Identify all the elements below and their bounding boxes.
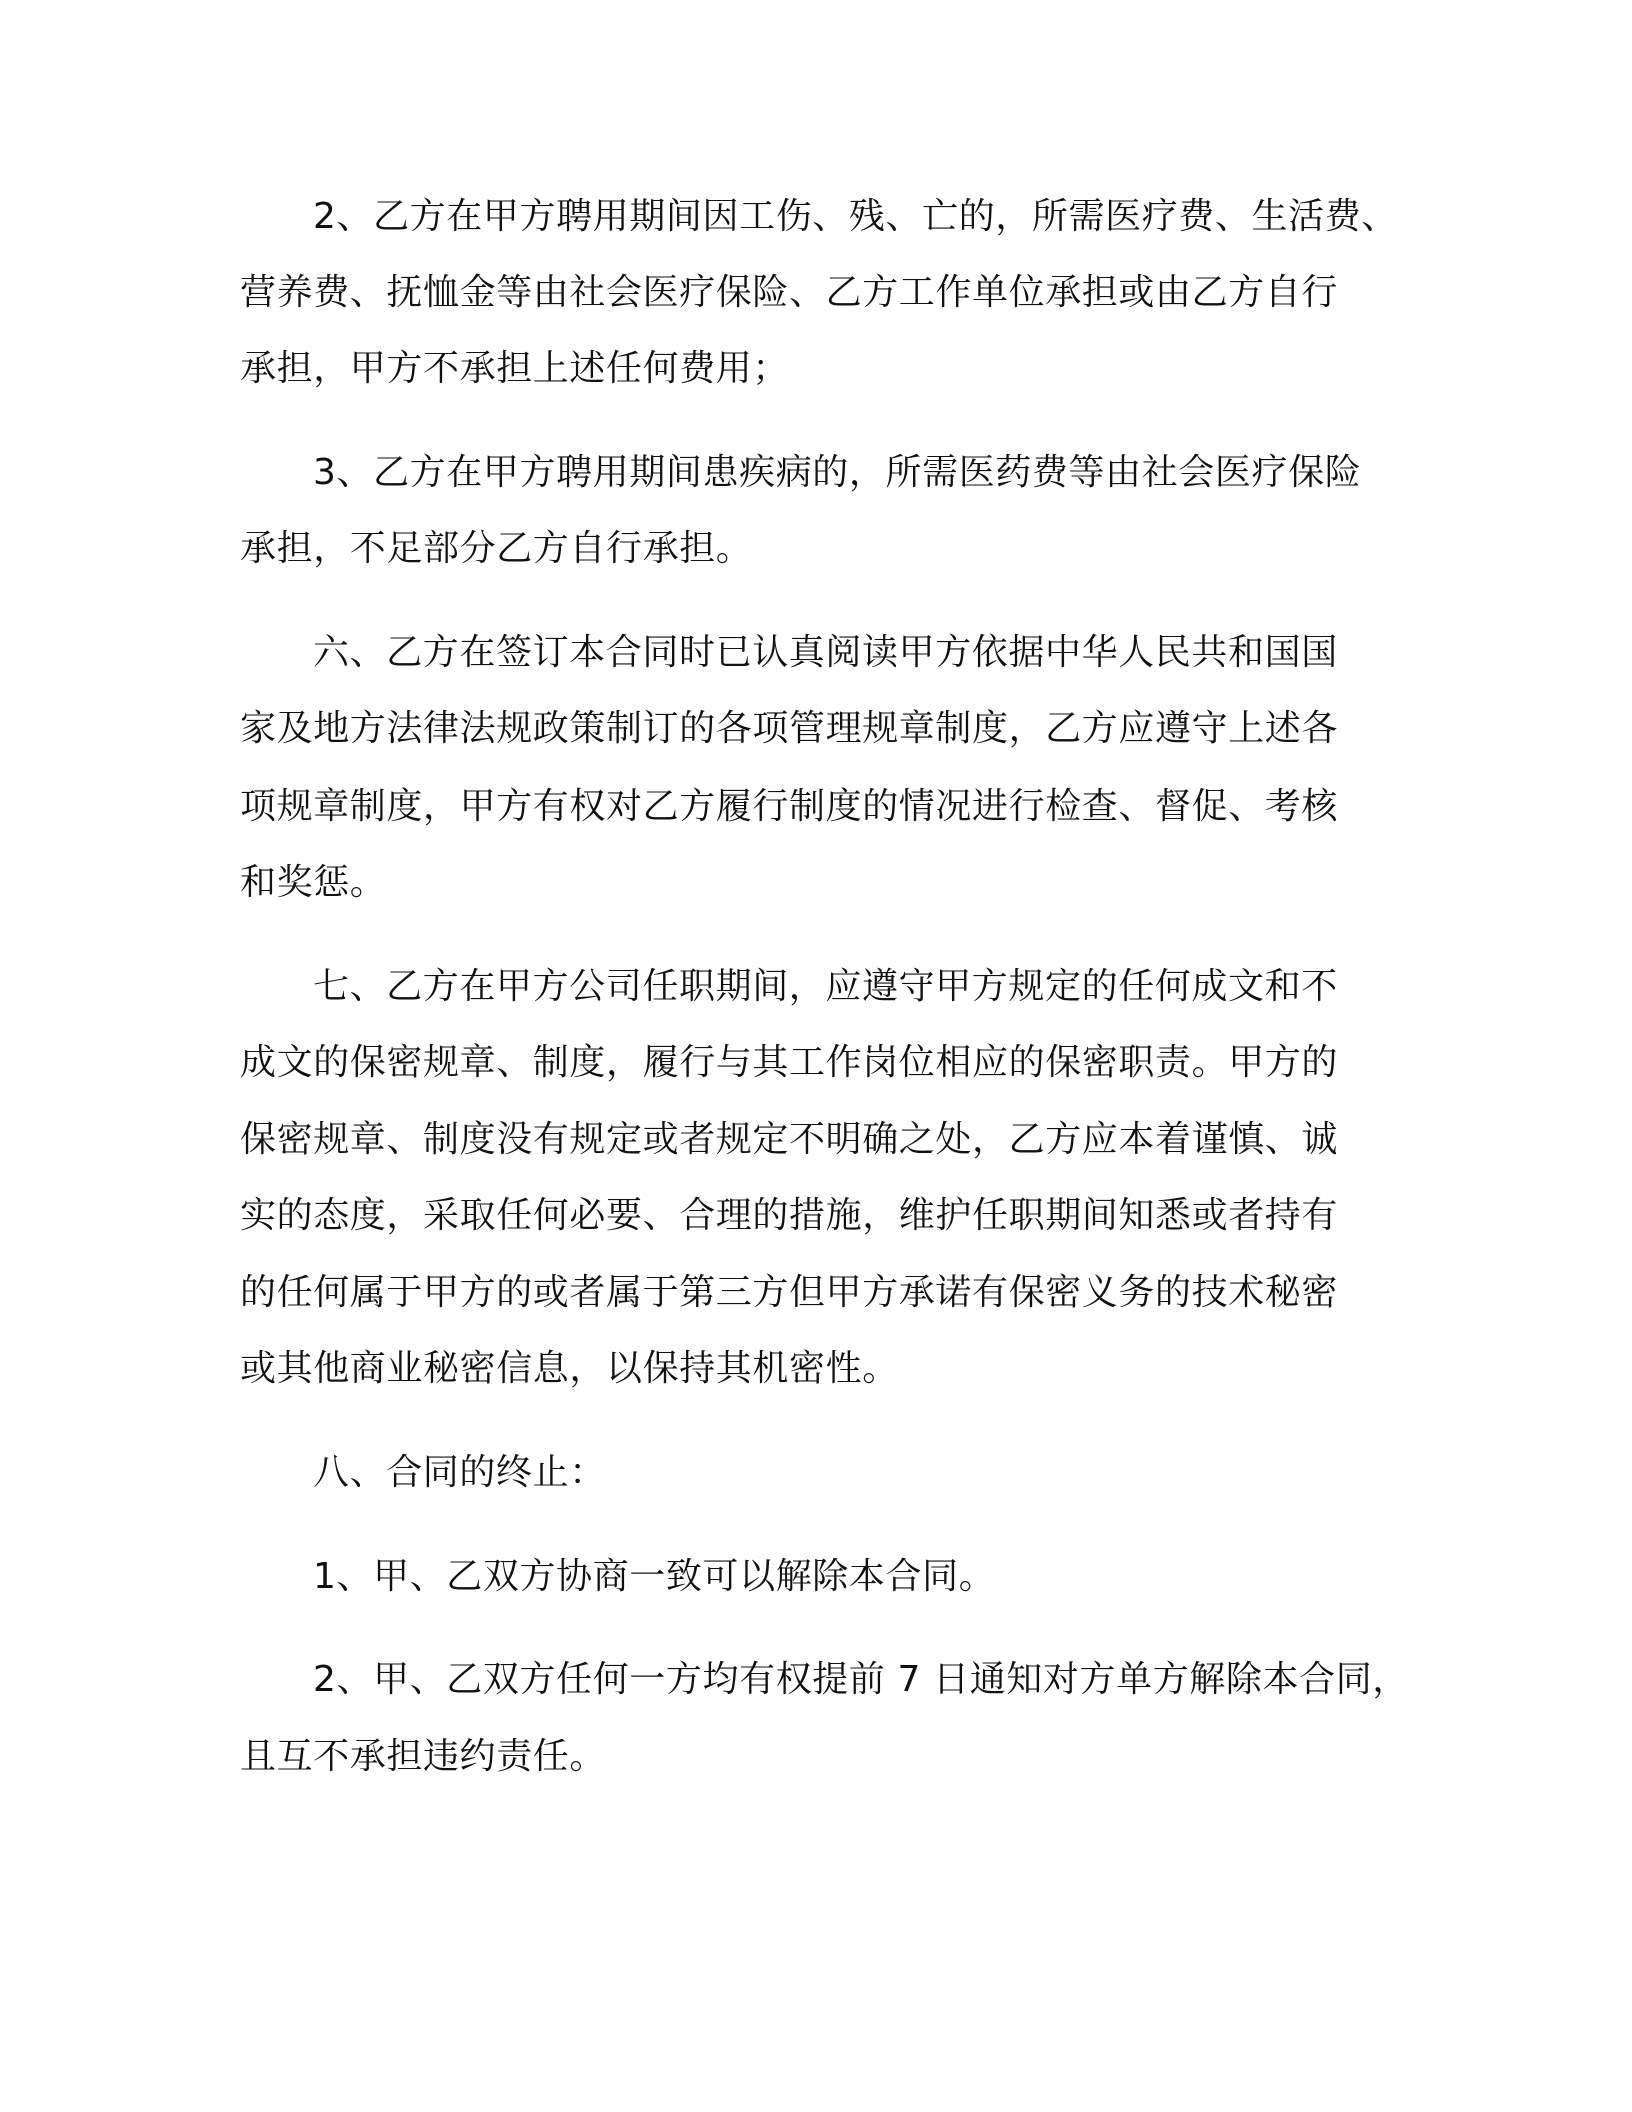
- text-line: 且互不承担违约责任。: [240, 1736, 607, 1777]
- text-line: 2、甲、乙双方任何一方均有权提前 7 日通知对方单方解除本合同，: [313, 1659, 1409, 1700]
- text-line: 或其他商业秘密信息，以保持其机密性。: [240, 1348, 899, 1389]
- text-line: 3、乙方在甲方聘用期间患疾病的，所需医药费等由社会医疗保险: [313, 452, 1362, 493]
- text-line: 实的态度，采取任何必要、合理的措施，维护任职期间知悉或者持有: [240, 1195, 1339, 1236]
- text-line: 成文的保密规章、制度，履行与其工作岗位相应的保密职责。甲方的: [240, 1042, 1339, 1083]
- text-line: 七、乙方在甲方公司任职期间，应遵守甲方规定的任何成文和不: [313, 966, 1338, 1007]
- text-line: 六、乙方在签订本合同时已认真阅读甲方依据中华人民共和国国: [313, 632, 1338, 673]
- text-line: 承担，甲方不承担上述任何费用；: [240, 348, 790, 389]
- text-line: 和奖惩。: [240, 862, 387, 903]
- text-line: 项规章制度，甲方有权对乙方履行制度的情况进行检查、督促、考核: [240, 786, 1339, 827]
- text-line: 八、合同的终止：: [313, 1452, 606, 1493]
- text-line: 2、乙方在甲方聘用期间因工伤、残、亡的，所需医疗费、生活费、: [313, 196, 1398, 237]
- text-line: 1、甲、乙双方协商一致可以解除本合同。: [313, 1556, 996, 1597]
- text-line: 家及地方法律法规政策制订的各项管理规章制度，乙方应遵守上述各: [240, 708, 1339, 749]
- text-line: 保密规章、制度没有规定或者规定不明确之处，乙方应本着谨慎、诚: [240, 1119, 1339, 1160]
- text-line: 的任何属于甲方的或者属于第三方但甲方承诺有保密义务的技术秘密: [240, 1272, 1339, 1313]
- text-line: 营养费、抚恤金等由社会医疗保险、乙方工作单位承担或由乙方自行: [240, 272, 1339, 313]
- text-line: 承担，不足部分乙方自行承担。: [240, 528, 753, 569]
